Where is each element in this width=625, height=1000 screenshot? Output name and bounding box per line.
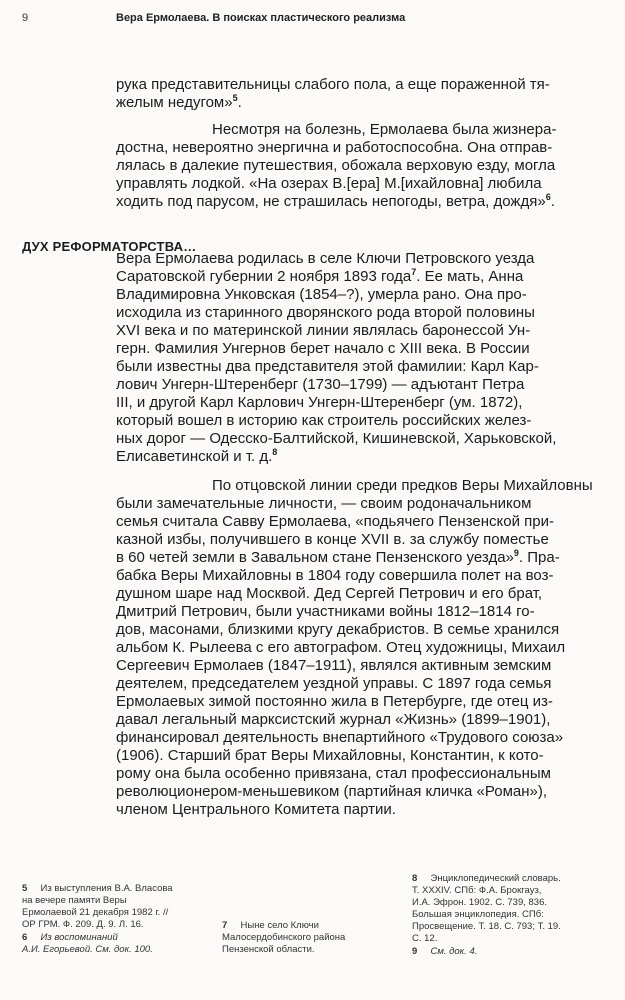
text-line: рука представительницы слабого пола, а еще пораженной тя- <box>116 76 550 93</box>
text-line: членом Центрального Комитета партии. <box>116 801 396 818</box>
text-line: финансировал деятельность внепартийного «Трудового союза» <box>116 729 564 746</box>
text-line: казной избы, получившего в конце XVII в. за службу поместье <box>116 531 549 548</box>
text-line: лович Унгерн-Штеренберг (1730–1799) — адъютант Петра <box>116 376 525 393</box>
text-line: ных дорог — Одесско-Балтийской, Кишиневской, Харьковской, <box>116 430 557 447</box>
text-line: были известны два представителя этой фамилии: Карл Кар- <box>116 358 539 375</box>
text-line: деятелем, председателем уездной управы. С 1897 года семья <box>116 675 552 692</box>
footnote-ref: 5 <box>232 93 238 103</box>
text-line: революционером-меньшевиком (партийная кличка «Роман»), <box>116 783 548 800</box>
text-line: Сергеевич Ермолаев (1847–1911), являлся активным земским <box>116 657 552 674</box>
footnote-ref: 9 <box>513 548 519 558</box>
text-line: дов, масонами, близкими кругу декабристов. В семье хранился <box>116 621 560 638</box>
running-title: Вера Ермолаева. В поисках пластического реализма <box>116 12 406 24</box>
text-line: желым недугом»$^5$. <box>116 93 242 111</box>
text-line: По отцовской линии среди предков Веры Михайловны <box>212 477 593 494</box>
footnote-8: 8 Энциклопедический словарь. Т. XXXIV. СПб: Ф.А. Брокгауз, И.А. Эфрон. 1902. С. 739, 836. Большая энциклопедия. СПб: Просвещение. Т. 18. С. 793; Т. 19. С. 12. <box>412 873 561 944</box>
text-line: III, и другой Карл Карлович Унгерн-Штеренберг (ум. 1872), <box>116 394 523 411</box>
footnote-5: 5 Из выступления В.А. Власова на вечере памяти Веры Ермолаевой 21 декабря 1982 г. // ОР ГРМ. Ф. 209. Д. 9. Л. 16. <box>22 883 173 930</box>
page-number: 9 <box>22 12 29 24</box>
text-line: бабка Веры Михайловны в 1804 году совершила полет на воз- <box>116 567 554 584</box>
footnote-number: 8 <box>412 873 418 884</box>
text-line: душном шаре над Москвой. Дед Сергей Петрович и его брат, <box>116 585 543 602</box>
text-line: (1906). Старший брат Веры Михайловны, Константин, к кото- <box>116 747 544 764</box>
text-line: герн. Фамилия Унгернов берет начало с XIII века. В России <box>116 340 530 357</box>
footnote-number: 7 <box>222 920 228 931</box>
footnote-number: 5 <box>22 883 28 894</box>
text-line: достна, невероятно энергична и работоспособна. Она отправ- <box>116 139 553 156</box>
section-heading: ДУХ РЕФОРМАТОРСТВА… <box>22 239 197 254</box>
text-line: Дмитрий Петрович, были участниками войны 1812–1814 го- <box>116 603 535 620</box>
text-line: который вошел в историю как строитель российских желез- <box>116 412 532 429</box>
text-line: XVI века и по материнской линии являлась баронессой Ун- <box>116 322 531 339</box>
text-line: управлять лодкой. «На озерах В.[ера] М.[ихайловна] любила <box>116 175 542 192</box>
text-line: Несмотря на болезнь, Ермолаева была жизнера- <box>212 121 557 138</box>
text-line: Вера Ермолаева родилась в селе Ключи Петровского уезда <box>116 250 535 267</box>
footnote-number: 9 <box>412 946 418 957</box>
text-line: были замечательные личности, — своим родоначальником <box>116 495 532 512</box>
footnote-number: 6 <box>22 932 28 943</box>
footnote-7: 7 Ныне село Ключи Малосердобинского района Пензенской области. <box>222 920 346 955</box>
text-line: Владимировна Унковская (1854–?), умерла рано. Она про- <box>116 286 527 303</box>
text-line: альбом К. Рылеева с его автографом. Отец художницы, Михаил <box>116 639 566 656</box>
footnote-9: 9 См. док. 4. <box>412 946 478 957</box>
text-line: Елисаветинской и т. д.$^8$ <box>116 447 278 465</box>
footnote-ref: 6 <box>545 192 551 202</box>
text-line: Ермолаевых зимой постоянно жила в Петербурге, где отец из- <box>116 693 553 710</box>
text-line: лялась в далекие путешествия, обожала верховую езду, могла <box>116 157 556 174</box>
text-line: ходить под парусом, не страшилась непогоды, ветра, дождя»$^6$. <box>116 192 555 210</box>
text-line: Саратовской губернии 2 ноября 1893 года$^7$. Ее мать, Анна <box>116 267 524 285</box>
text-line: рому она была особенно привязана, стал профессиональным <box>116 765 551 782</box>
text-line: исходила из старинного дворянского рода второй половины <box>116 304 535 321</box>
footnote-ref: 7 <box>411 267 417 277</box>
footnote-6: 6 Из воспоминаний А.И. Егорьевой. См. док. 100. <box>22 932 153 955</box>
footnote-ref: 8 <box>272 447 278 457</box>
text-line: семья считала Савву Ермолаева, «подьячего Пензенской при- <box>116 513 554 530</box>
text-line: в 60 четей земли в Завальном стане Пензенского уезда»$^9$. Пра- <box>116 548 560 566</box>
text-line: давал легальный марксистский журнал «Жизнь» (1899–1901), <box>116 711 551 728</box>
